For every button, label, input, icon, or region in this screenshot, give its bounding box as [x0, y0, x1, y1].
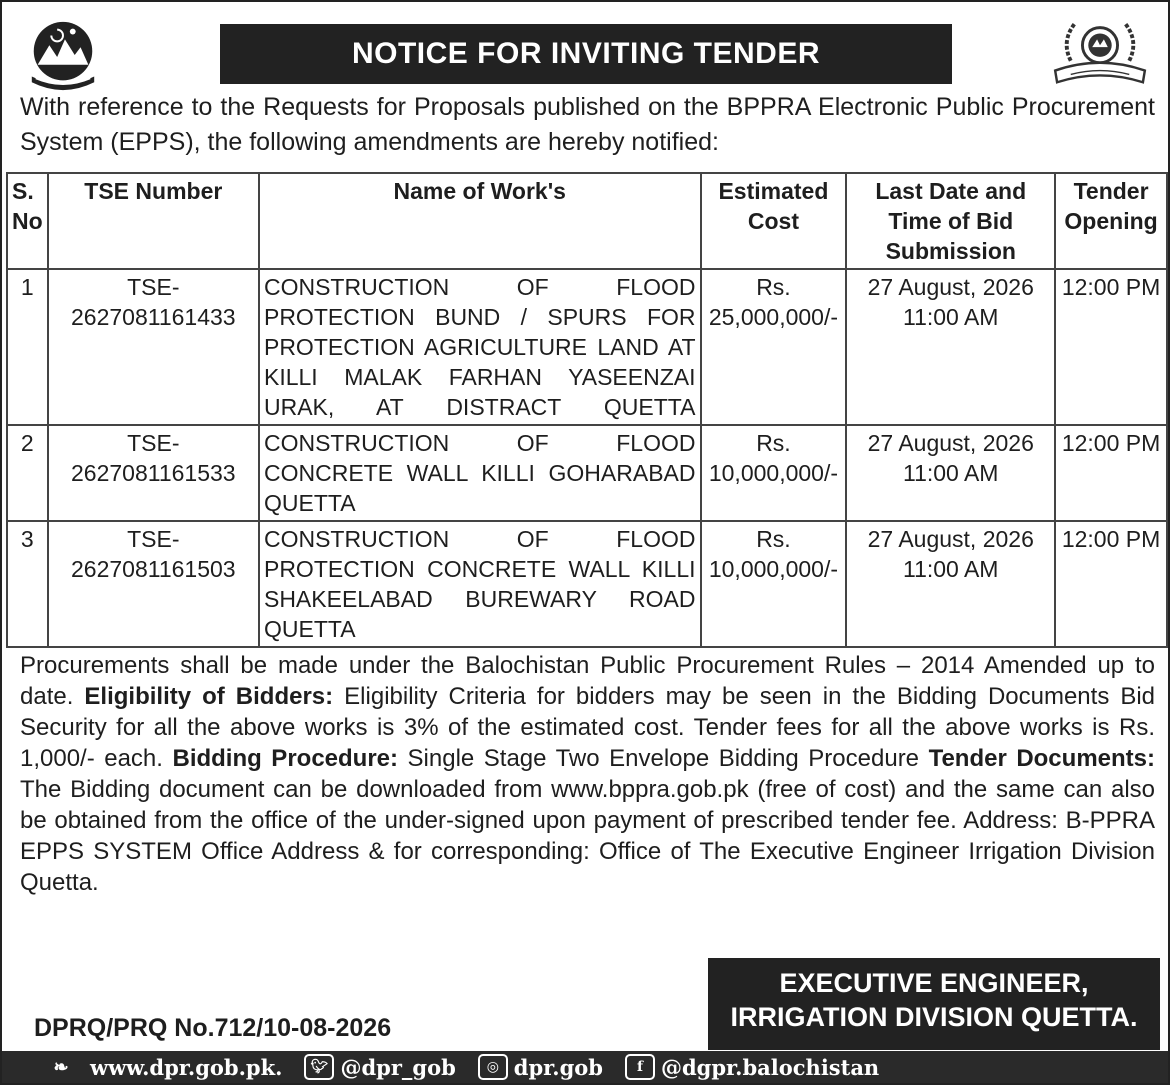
- row-last-date: 27 August, 2026 11:00 AM: [846, 521, 1055, 647]
- table-row: [7, 425, 1167, 521]
- row-sno: 1: [7, 269, 48, 425]
- facebook-handle: @dgpr.balochistan: [661, 1054, 880, 1080]
- col-header-work: Name of Work's: [259, 173, 701, 269]
- tender-table: [6, 172, 1168, 648]
- col-header-cost: Estimated Cost: [701, 173, 847, 269]
- table-row: [7, 269, 1167, 425]
- col-header-opening: Tender Opening: [1055, 173, 1167, 269]
- row-tender-opening: 12:00 PM: [1055, 269, 1167, 425]
- twitter-icon: 🐦︎: [304, 1054, 334, 1080]
- bidding-procedure-text: Single Stage Two Envelope Bidding Procedure: [407, 745, 920, 772]
- irrigation-department-emblem-icon: [1050, 14, 1150, 92]
- twitter-handle: @dpr_gob: [340, 1054, 456, 1080]
- notice-title: NOTICE FOR INVITING TENDER: [220, 24, 952, 84]
- row-last-date: 27 August, 2026 11:00 AM: [846, 425, 1055, 521]
- instagram-handle: dpr.gob: [513, 1054, 603, 1080]
- terms-paragraph: [20, 650, 1155, 898]
- row-sno: 3: [7, 521, 48, 647]
- col-header-date: Last Date and Time of Bid Submission: [846, 173, 1055, 269]
- col-header-tse: TSE Number: [48, 173, 259, 269]
- row-work-name: CONSTRUCTION OF FLOOD PROTECTION CONCRETE WALL KILLI SHAKEELABAD BUREWARY ROAD QUETTA: [259, 521, 701, 647]
- intro-paragraph: With reference to the Requests for Proposals published on the BPPRA Electronic Public Procurement System (EPPS), the following amendments are hereby notified:: [20, 93, 1155, 156]
- row-tender-opening: 12:00 PM: [1055, 425, 1167, 521]
- row-tse-number: TSE-2627081161433: [48, 269, 259, 425]
- tender-documents-label: Tender Documents:: [928, 745, 1155, 772]
- eligibility-label: Eligibility of Bidders:: [84, 683, 334, 710]
- row-work-name: CONSTRUCTION OF FLOOD PROTECTION BUND / SPURS FOR PROTECTION AGRICULTURE LAND AT KILLI MALAK FARHAN YASEENZAI URAK, AT DISTRACT QUETTA: [259, 269, 701, 425]
- footer-facebook[interactable]: [625, 1054, 879, 1080]
- dpr-logo-icon: ❧: [53, 1056, 69, 1078]
- footer-instagram[interactable]: [478, 1054, 603, 1080]
- balochistan-emblem-icon: [24, 16, 102, 94]
- row-estimated-cost: Rs. 10,000,000/-: [701, 521, 847, 647]
- row-tse-number: TSE-2627081161533: [48, 425, 259, 521]
- eligibility-text: Eligibility Criteria for bidders may be seen in the Bidding Documents Bid Security for all the above works is 3% of the estimated cost. Tender fees for all the above works is Rs. 1,000/- each.: [20, 683, 1156, 772]
- footer-twitter[interactable]: [304, 1054, 455, 1080]
- facebook-icon: f: [625, 1054, 655, 1080]
- row-estimated-cost: Rs. 25,000,000/-: [701, 269, 847, 425]
- row-tse-number: TSE-2627081161503: [48, 521, 259, 647]
- table-row: [7, 521, 1167, 647]
- signature-title: EXECUTIVE ENGINEER,: [779, 968, 1089, 998]
- instagram-icon: ◎: [478, 1054, 508, 1080]
- website-text: www.dpr.gob.pk.: [90, 1054, 283, 1080]
- row-tender-opening: 12:00 PM: [1055, 521, 1167, 647]
- row-last-date: 27 August, 2026 11:00 AM: [846, 269, 1055, 425]
- signature-block: [708, 958, 1160, 1050]
- signature-office: IRRIGATION DIVISION QUETTA.: [730, 1002, 1138, 1032]
- procurement-rules-text: Procurements shall be made under the Balochistan Public Procurement Rules – 2014 Amended up to date.: [20, 652, 1155, 710]
- bidding-procedure-label: Bidding Procedure:: [172, 745, 399, 772]
- reference-number: DPRQ/PRQ No.712/10-08-2026: [34, 1014, 392, 1042]
- table-header-row: [7, 173, 1167, 269]
- row-sno: 2: [7, 425, 48, 521]
- row-work-name: CONSTRUCTION OF FLOOD CONCRETE WALL KILLI GOHARABAD QUETTA: [259, 425, 701, 521]
- tender-documents-text: The Bidding document can be downloaded from www.bppra.gob.pk (free of cost) and the same can also be obtained from the office of the under-signed upon payment of prescribed tender fee. Address: B-PPRA EPPS SYSTEM Office Address & for corresponding: Office of The Executive Engineer Irrigation Division Quetta.: [20, 776, 1155, 896]
- col-header-sno: S. No: [7, 173, 48, 269]
- row-estimated-cost: Rs. 10,000,000/-: [701, 425, 847, 521]
- footer-bar: [2, 1051, 1168, 1083]
- footer-website[interactable]: [38, 1055, 282, 1080]
